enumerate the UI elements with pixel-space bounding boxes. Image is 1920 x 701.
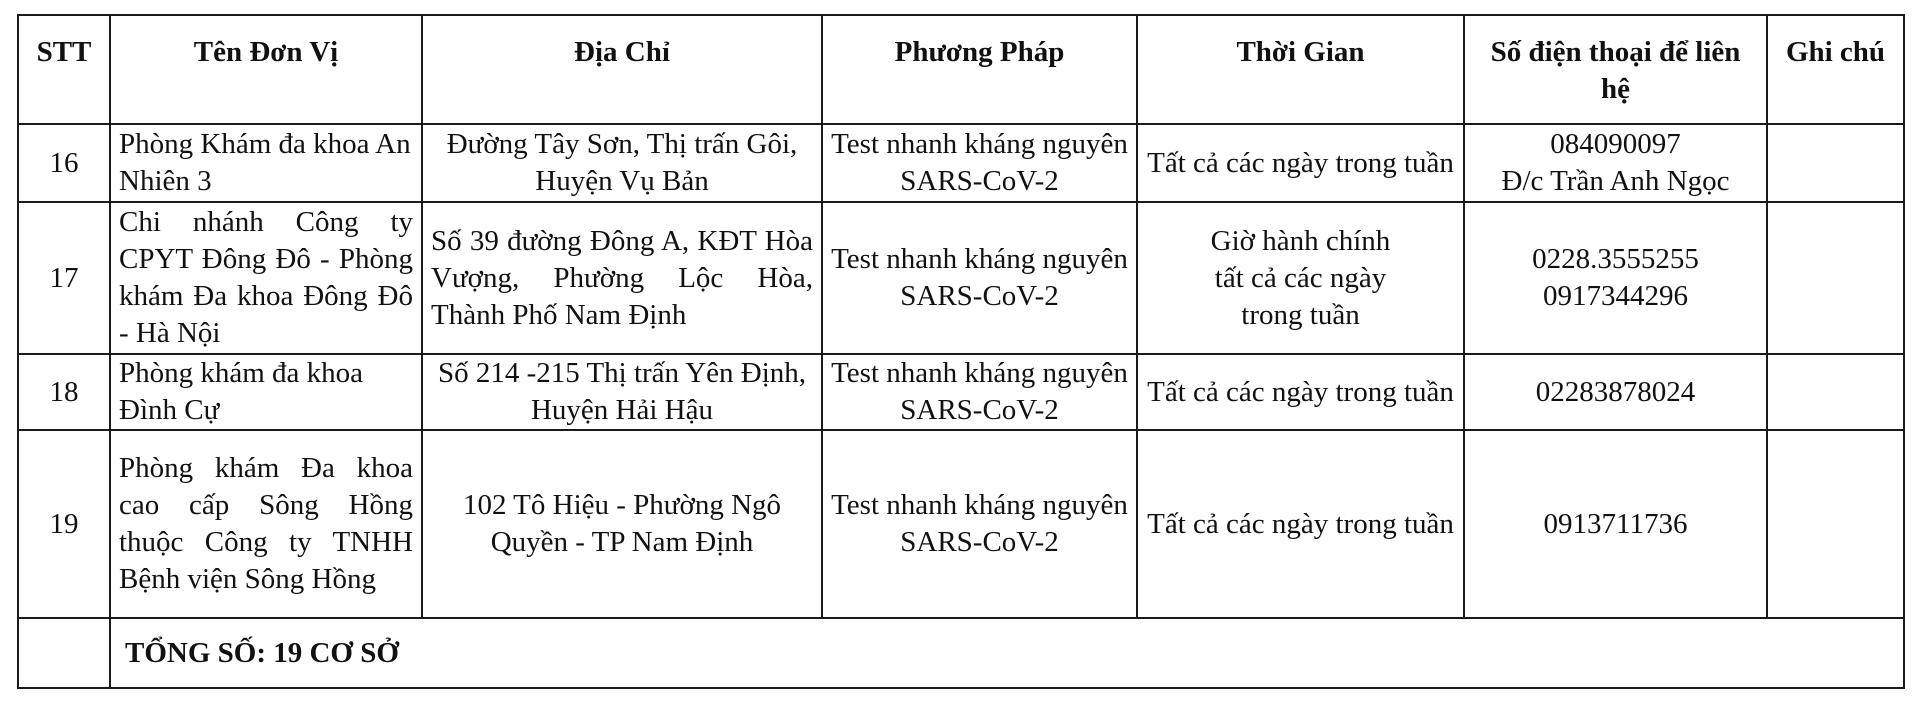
header-phone: Số điện thoại để liên hệ (1464, 15, 1767, 124)
table-row (18, 430, 1904, 618)
phone-line: 0917344296 (1543, 280, 1688, 312)
time-line: trong tuần (1241, 298, 1360, 331)
table-row (18, 202, 1904, 354)
cell-stt: 16 (18, 124, 110, 202)
phone-line: 084090097 (1550, 128, 1681, 160)
cell-time (1137, 202, 1464, 354)
contact-line: Đ/c Trần Anh Ngọc (1501, 165, 1730, 197)
total-count: TỔNG SỐ: 19 CƠ SỞ (110, 618, 1904, 688)
phone-line: 0228.3555255 (1532, 243, 1699, 275)
header-stt: STT (18, 15, 110, 124)
cell-stt: 18 (18, 354, 110, 430)
cell-name: Phòng khám đa khoa Đình Cự (110, 354, 422, 430)
facility-table (17, 14, 1905, 689)
table-header-row (18, 15, 1904, 124)
time-line: Giờ hành chính (1210, 224, 1391, 257)
cell-phone (1464, 202, 1767, 354)
cell-stt: 19 (18, 430, 110, 618)
table-total-row (18, 618, 1904, 688)
header-name: Tên Đơn Vị (110, 15, 422, 124)
header-note: Ghi chú (1767, 15, 1904, 124)
cell-phone: 02283878024 (1464, 354, 1767, 430)
cell-phone (1464, 124, 1767, 202)
table-row (18, 354, 1904, 430)
cell-time: Tất cả các ngày trong tuần (1137, 430, 1464, 618)
header-time: Thời Gian (1137, 15, 1464, 124)
cell-address: Số 214 -215 Thị trấn Yên Định, Huyện Hải Hậu (422, 354, 822, 430)
cell-method: Test nhanh kháng nguyên SARS-CoV-2 (822, 430, 1137, 618)
time-line: tất cả các ngày (1214, 261, 1387, 294)
cell-note (1767, 354, 1904, 430)
cell-stt-empty (18, 618, 110, 688)
header-method: Phương Pháp (822, 15, 1137, 124)
cell-note (1767, 124, 1904, 202)
cell-method: Test nhanh kháng nguyên SARS-CoV-2 (822, 354, 1137, 430)
cell-address: Số 39 đường Đông A, KĐT Hòa Vượng, Phường Lộc Hòa, Thành Phố Nam Định (422, 202, 822, 354)
cell-address: Đường Tây Sơn, Thị trấn Gôi, Huyện Vụ Bản (422, 124, 822, 202)
cell-name: Chi nhánh Công ty CPYT Đông Đô - Phòng khám Đa khoa Đông Đô - Hà Nội (110, 202, 422, 354)
cell-time: Tất cả các ngày trong tuần (1137, 124, 1464, 202)
cell-time: Tất cả các ngày trong tuần (1137, 354, 1464, 430)
cell-method: Test nhanh kháng nguyên SARS-CoV-2 (822, 202, 1137, 354)
cell-note (1767, 430, 1904, 618)
cell-method: Test nhanh kháng nguyên SARS-CoV-2 (822, 124, 1137, 202)
cell-address: 102 Tô Hiệu - Phường Ngô Quyền - TP Nam Định (422, 430, 822, 618)
cell-name: Phòng khám Đa khoa cao cấp Sông Hồng thuộc Công ty TNHH Bệnh viện Sông Hồng (110, 430, 422, 618)
cell-phone: 0913711736 (1464, 430, 1767, 618)
table-row (18, 124, 1904, 202)
header-address: Địa Chỉ (422, 15, 822, 124)
cell-name: Phòng Khám đa khoa An Nhiên 3 (110, 124, 422, 202)
cell-stt: 17 (18, 202, 110, 354)
cell-note (1767, 202, 1904, 354)
